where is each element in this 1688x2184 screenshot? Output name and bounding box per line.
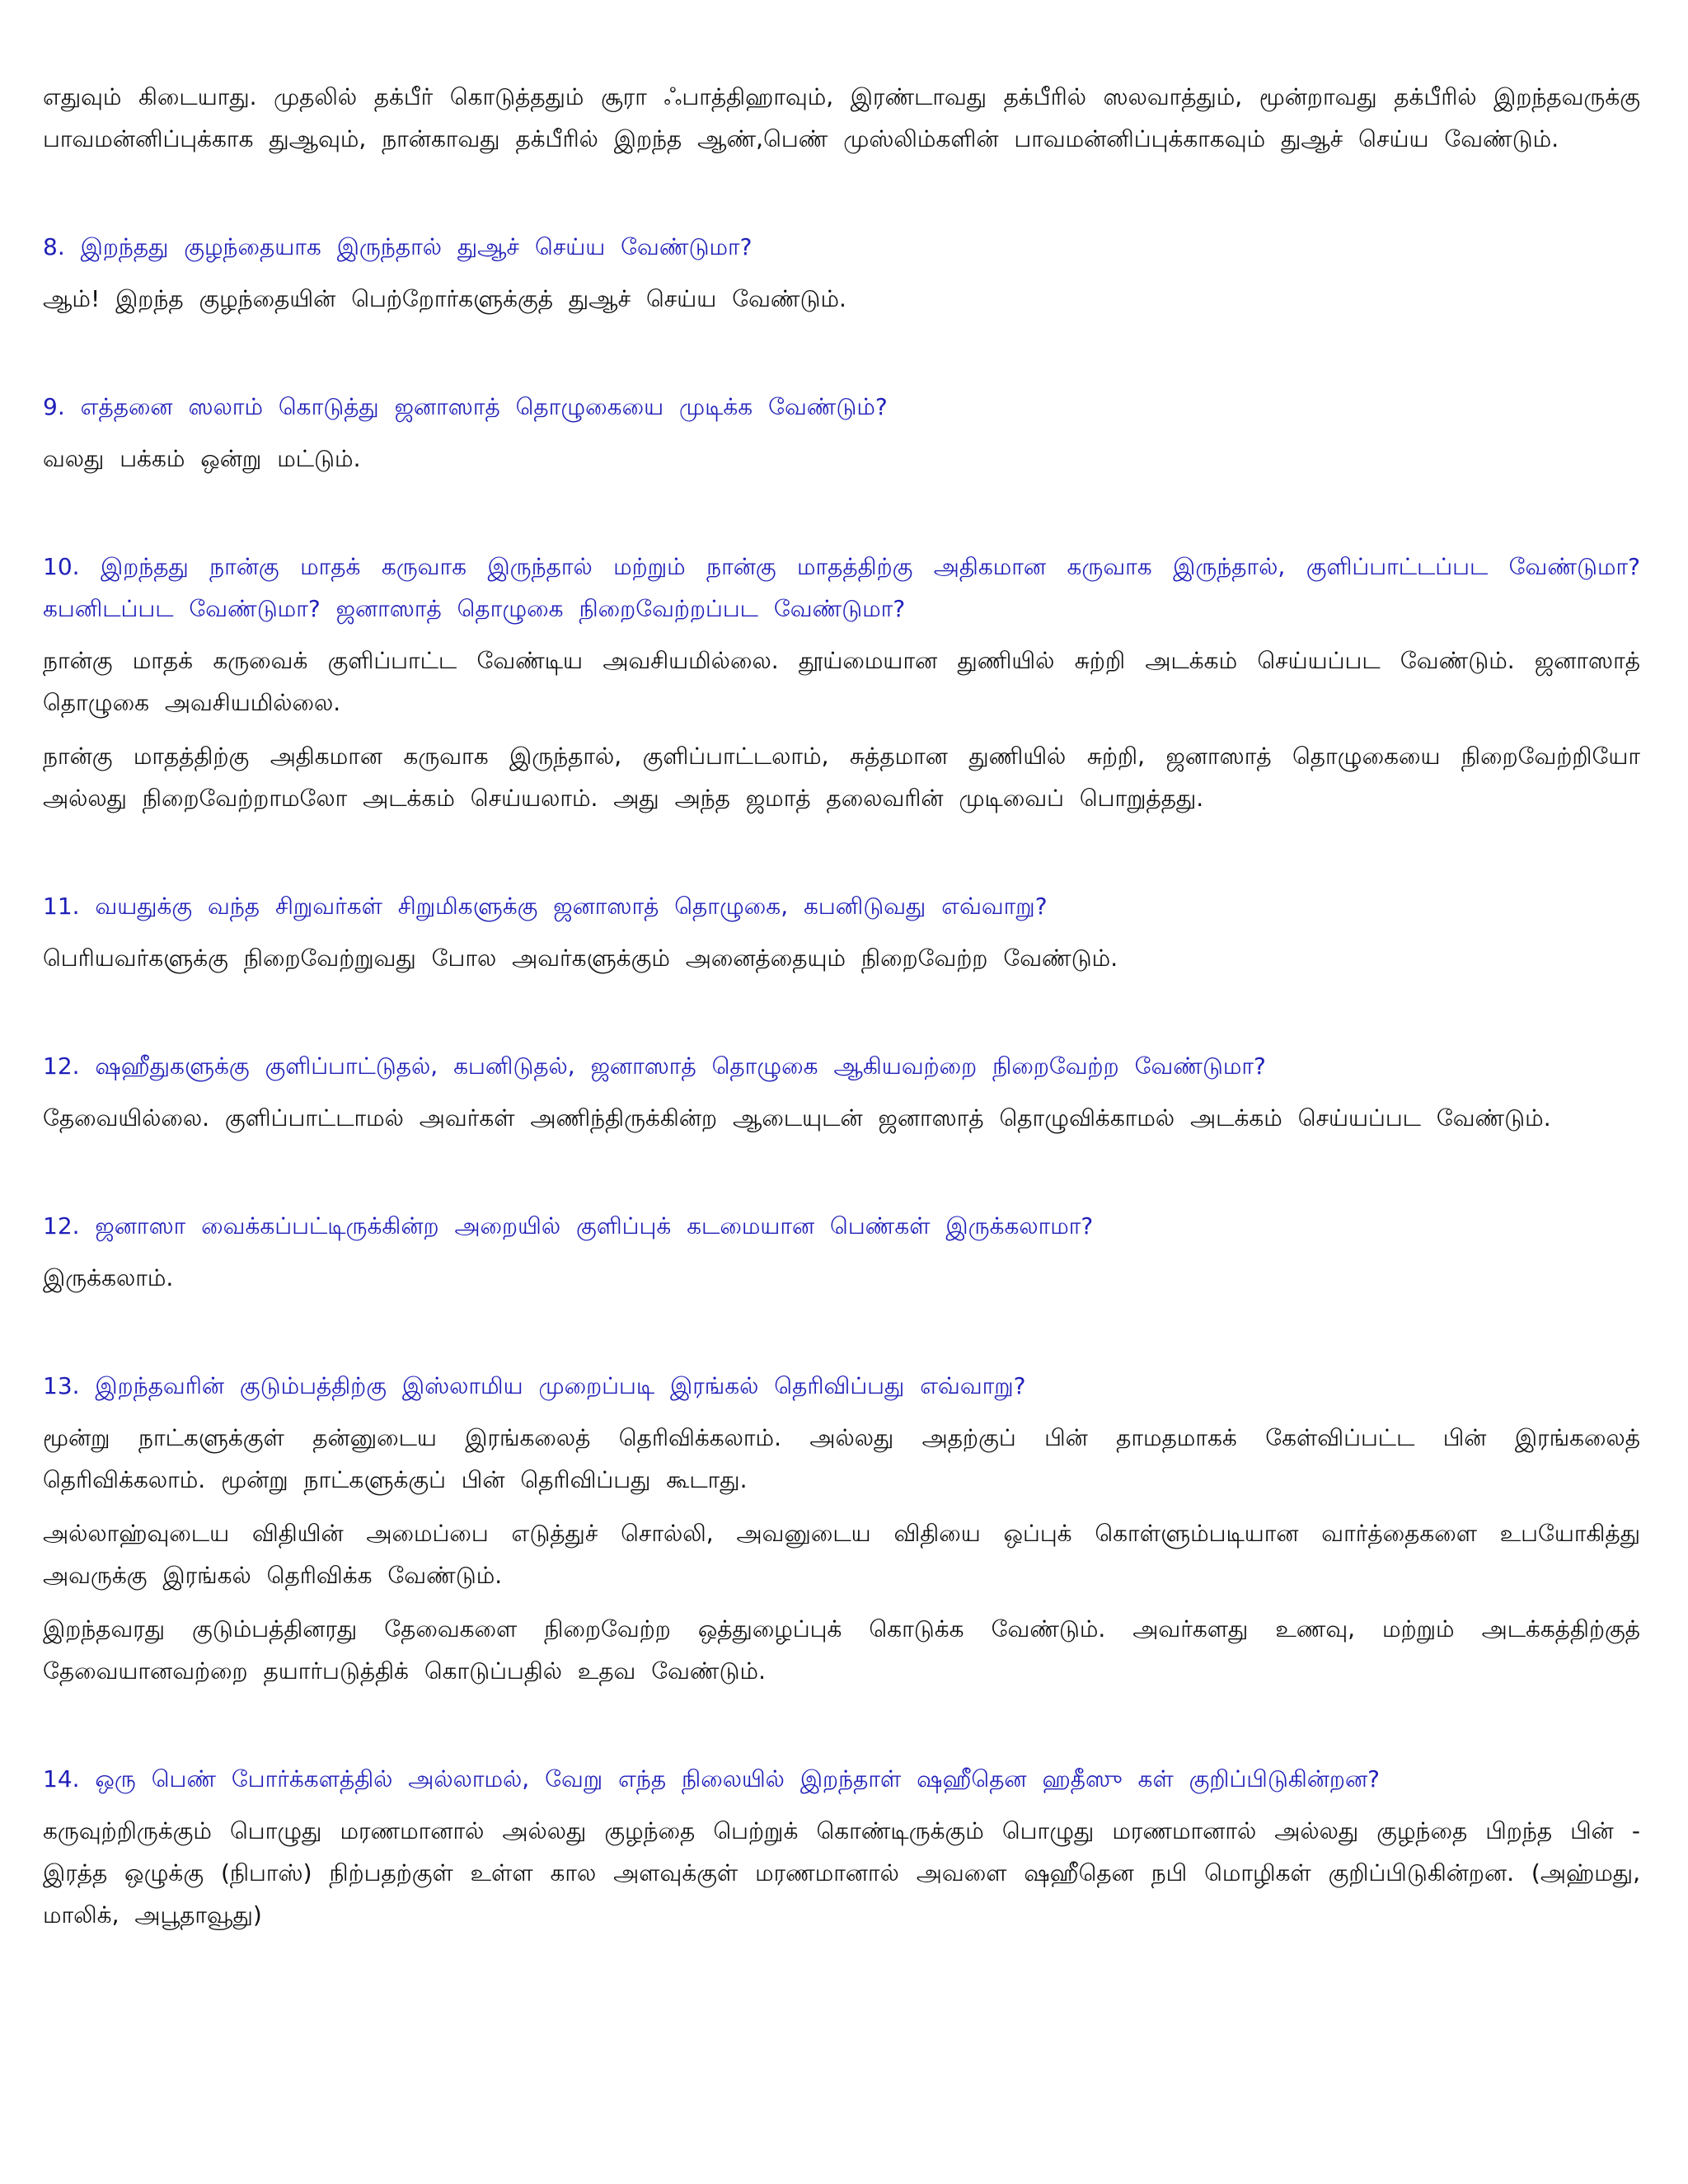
answer-paragraph: இருக்கலாம். (43, 1264, 174, 1291)
spacer (43, 991, 1640, 1045)
section-q13 (43, 1365, 1640, 1692)
answer-paragraph: அல்லாஹ்வுடைய விதியின் அமைப்பை எடுத்துச் சொல்லி, அவனுடைய விதியை ஒப்புக் கொள்ளும்படியான வார்த்தைகளை உபயோகித்து அவருக்கு இரங்கல் தெரிவிக்க வேண்டும். (43, 1520, 1640, 1589)
question-heading: 11. வயதுக்கு வந்த சிறுவர்கள் சிறுமிகளுக்கு ஜனாஸாத் தொழுகை, கபனிடுவது எவ்வாறு? (43, 893, 1048, 920)
answer-paragraph: இறந்தவரது குடும்பத்தினரது தேவைகளை நிறைவேற்ற ஒத்துழைப்புக் கொடுக்க வேண்டும். அவர்களது உணவு, மற்றும் அடக்கத்திற்குத் தேவையானவற்றை தயார்படுத்திக் கொடுப்பதில் உதவ வேண்டும். (43, 1615, 1641, 1685)
section-q8 (43, 226, 1640, 320)
answer-paragraph: வலது பக்கம் ஒன்று மட்டும். (43, 445, 361, 472)
answer-paragraph: மூன்று நாட்களுக்குள் தன்னுடைய இரங்கலைத் தெரிவிக்கலாம். அல்லது அதற்குப் பின் தாமதமாகக் கேள்விப்பட்ட பின் இரங்கலைத் தெரிவிக்கலாம். மூன்று நாட்களுக்குப் பின் தெரிவிப்பது கூடாது. (43, 1424, 1640, 1493)
spacer (43, 1704, 1640, 1758)
document-page (43, 76, 1640, 1947)
answer-paragraph: தேவையில்லை. குளிப்பாட்டாமல் அவர்கள் அணிந்திருக்கின்ற ஆடையுடன் ஜனாஸாத் தொழுவிக்காமல் அடக்கம் செய்யப்பட வேண்டும். (43, 1104, 1551, 1132)
spacer (43, 491, 1640, 546)
intro-paragraph: எதுவும் கிடையாது. முதலில் தக்பீர் கொடுத்ததும் சூரா ஃபாத்திஹாவும், இரண்டாவது தக்பீரில் ஸலவாத்தும், மூன்றாவது தக்பீரில் இறந்தவருக்கு பாவமன்னிப்புக்காக துஆவும், நான்காவது தக்பீரில் இறந்த ஆண்,பெண் முஸ்லிம்களின் பாவமன்னிப்புக்காகவும் துஆச் செய்ய வேண்டும். (43, 83, 1640, 152)
section-q11 (43, 885, 1640, 979)
question-heading: 14. ஒரு பெண் போர்க்களத்தில் அல்லாமல், வேறு எந்த நிலையில் இறந்தாள் ஷஹீதென ஹதீஸு கள் குறிப்பிடுகின்றன? (43, 1765, 1380, 1793)
question-heading: 9. எத்தனை ஸலாம் கொடுத்து ஜனாஸாத் தொழுகையை முடிக்க வேண்டும்? (43, 393, 888, 420)
question-heading: 8. இறந்தது குழந்தையாக இருந்தால் துஆச் செய்ய வேண்டுமா? (43, 233, 753, 260)
answer-paragraph: பெரியவர்களுக்கு நிறைவேற்றுவது போல அவர்களுக்கும் அனைத்தையும் நிறைவேற்ற வேண்டும். (43, 944, 1118, 972)
answer-paragraph: நான்கு மாதக் கருவைக் குளிப்பாட்ட வேண்டிய அவசியமில்லை. தூய்மையான துணியில் சுற்றி அடக்கம் செய்யப்பட வேண்டும். ஜனாஸாத் தொழுகை அவசியமில்லை. (43, 647, 1640, 716)
spacer (43, 1151, 1640, 1205)
section-q12-room (43, 1205, 1640, 1299)
spacer (43, 331, 1640, 386)
spacer (43, 171, 1640, 226)
section-q9 (43, 386, 1640, 480)
section-q14 (43, 1758, 1640, 1936)
question-heading: 12. ஷஹீதுகளுக்கு குளிப்பாட்டுதல், கபனிடுதல், ஜனாஸாத் தொழுகை ஆகியவற்றை நிறைவேற்ற வேண்டுமா? (43, 1052, 1266, 1080)
section-q12-shaheed (43, 1045, 1640, 1139)
section-q10 (43, 546, 1640, 819)
spacer (43, 831, 1640, 885)
answer-paragraph: கருவுற்றிருக்கும் பொழுது மரணமானால் அல்லது குழந்தை பெற்றுக் கொண்டிருக்கும் பொழுது மரணமானால் அல்லது குழந்தை பிறந்த பின் - இரத்த ஒழுக்கு (நிபாஸ்) நிற்பதற்குள் உள்ள கால அளவுக்குள் மரணமானால் அவளை ஷஹீதென நபி மொழிகள் குறிப்பிடுகின்றன. (அஹ்மது, மாலிக், அபூதாவூது) (43, 1817, 1640, 1929)
question-heading: 12. ஜனாஸா வைக்கப்பட்டிருக்கின்ற அறையில் குளிப்புக் கடமையான பெண்கள் இருக்கலாமா? (43, 1212, 1094, 1240)
answer-paragraph: ஆம்! இறந்த குழந்தையின் பெற்றோர்களுக்குத் துஆச் செய்ய வேண்டும். (43, 285, 846, 312)
question-heading: 13. இறந்தவரின் குடும்பத்திற்கு இஸ்லாமிய முறைப்படி இரங்கல் தெரிவிப்பது எவ்வாறு? (43, 1372, 1026, 1399)
question-heading: 10. இறந்தது நான்கு மாதக் கருவாக இருந்தால் மற்றும் நான்கு மாதத்திற்கு அதிகமான கருவாக இருந்தால், குளிப்பாட்டப்பட வேண்டுமா? கபனிடப்பட வேண்டுமா? ஜனாஸாத் தொழுகை நிறைவேற்றப்பட வேண்டுமா? (43, 553, 1640, 622)
spacer (43, 1310, 1640, 1365)
answer-paragraph: நான்கு மாதத்திற்கு அதிகமான கருவாக இருந்தால், குளிப்பாட்டலாம், சுத்தமான துணியில் சுற்றி, ஜனாஸாத் தொழுகையை நிறைவேற்றியோ அல்லது நிறைவேற்றாமலோ அடக்கம் செய்யலாம். அது அந்த ஜமாத் தலைவரின் முடிவைப் பொறுத்தது. (43, 743, 1640, 812)
